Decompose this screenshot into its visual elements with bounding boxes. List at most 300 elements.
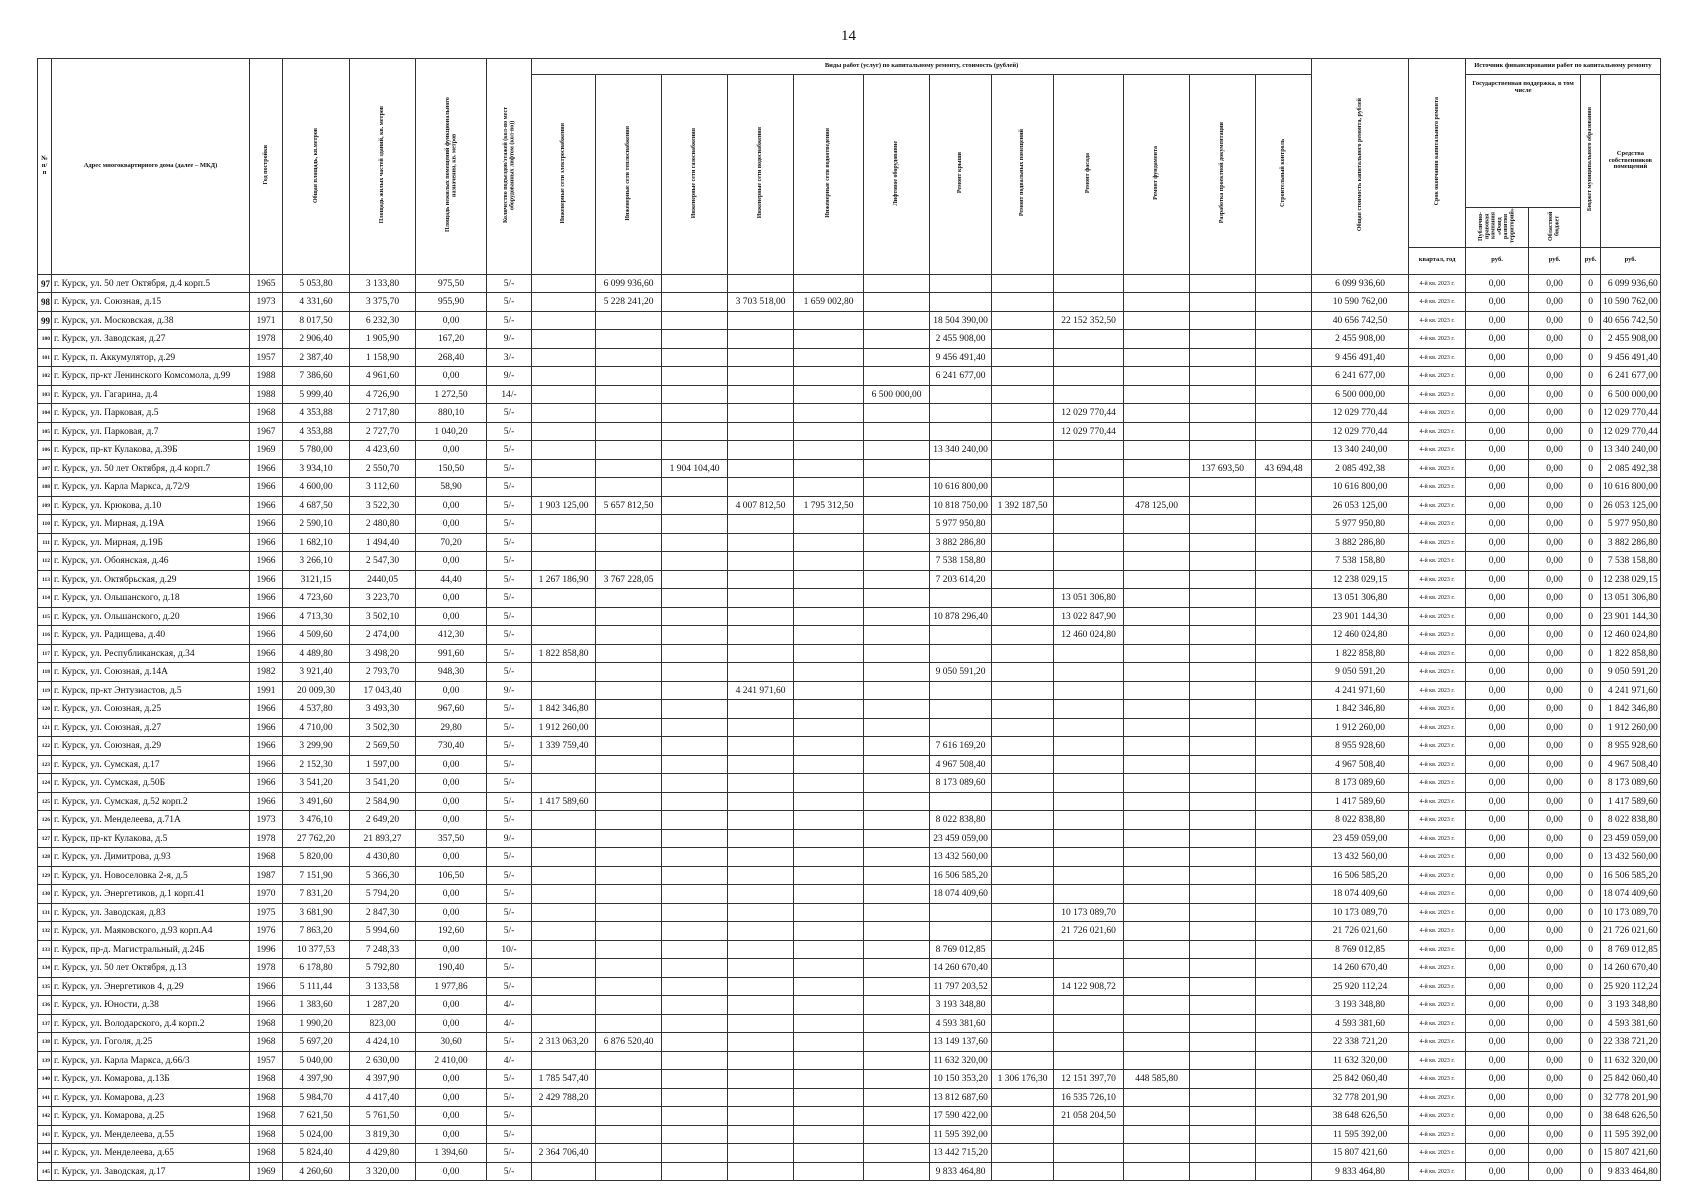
- work-cost-cell: [794, 922, 864, 941]
- work-cost-cell: [930, 385, 992, 404]
- area-total-cell: 5 053,80: [283, 274, 350, 293]
- work-cost-cell: [662, 626, 728, 645]
- total-cost-cell: 13 432 560,00: [1312, 848, 1409, 867]
- municipal-cell: 0: [1581, 1162, 1601, 1181]
- work-cost-cell: [532, 367, 596, 386]
- work-cost-cell: [1256, 626, 1312, 645]
- table-row: [38, 811, 1661, 830]
- area-total-cell: 3121,15: [283, 570, 350, 589]
- work-cost-cell: [1256, 737, 1312, 756]
- work-cost-cell: [1124, 977, 1190, 996]
- municipal-cell: 0: [1581, 977, 1601, 996]
- floors-cell: 5/-: [487, 311, 532, 330]
- work-cost-cell: 12 029 770,44: [1054, 404, 1124, 423]
- address-cell: г. Курск, ул. Маяковского, д.93 корп.А4: [52, 922, 250, 941]
- area-nonliving-cell: 955,90: [416, 293, 487, 312]
- work-cost-cell: [864, 330, 930, 349]
- municipal-cell: 0: [1581, 663, 1601, 682]
- regional-cell: 0,00: [1529, 367, 1581, 386]
- address-cell: г. Курск, ул. Союзная, д.27: [52, 718, 250, 737]
- work-cost-cell: [1256, 996, 1312, 1015]
- work-cost-cell: [864, 866, 930, 885]
- work-cost-cell: [728, 885, 794, 904]
- work-cost-cell: [794, 737, 864, 756]
- work-cost-cell: [1190, 496, 1256, 515]
- col-work-foundation-header: Ремонт фундамента: [1124, 75, 1190, 275]
- table-row: [38, 385, 1661, 404]
- deadline-cell: 4-й кв. 2023 г.: [1409, 700, 1466, 719]
- work-cost-cell: [532, 626, 596, 645]
- row-number: 126: [38, 811, 52, 830]
- regional-cell: 0,00: [1529, 404, 1581, 423]
- owners-cell: 14 260 670,40: [1601, 959, 1661, 978]
- deadline-cell: 4-й кв. 2023 г.: [1409, 737, 1466, 756]
- area-total-cell: 4 537,80: [283, 700, 350, 719]
- work-cost-cell: [662, 718, 728, 737]
- municipal-cell: 0: [1581, 1051, 1601, 1070]
- area-living-cell: 2 547,30: [350, 552, 416, 571]
- work-cost-cell: [794, 404, 864, 423]
- area-nonliving-cell: 190,40: [416, 959, 487, 978]
- col-regional-header: Областной бюджет: [1529, 208, 1581, 248]
- work-cost-cell: [992, 589, 1054, 608]
- work-cost-cell: [662, 774, 728, 793]
- address-cell: г. Курск, ул. Ольшанского, д.18: [52, 589, 250, 608]
- work-cost-cell: [864, 1088, 930, 1107]
- area-total-cell: 7 831,20: [283, 885, 350, 904]
- fund-cell: 0,00: [1466, 274, 1529, 293]
- work-cost-cell: [1124, 700, 1190, 719]
- work-cost-cell: [794, 866, 864, 885]
- fund-cell: 0,00: [1466, 1125, 1529, 1144]
- work-cost-cell: [1124, 626, 1190, 645]
- deadline-cell: 4-й кв. 2023 г.: [1409, 552, 1466, 571]
- floors-cell: 5/-: [487, 663, 532, 682]
- floors-cell: 5/-: [487, 885, 532, 904]
- work-cost-cell: [532, 274, 596, 293]
- work-cost-cell: [662, 866, 728, 885]
- deadline-cell: 4-й кв. 2023 г.: [1409, 774, 1466, 793]
- area-total-cell: 4 397,90: [283, 1070, 350, 1089]
- total-cost-cell: 2 085 492,38: [1312, 459, 1409, 478]
- municipal-cell: 0: [1581, 1125, 1601, 1144]
- work-cost-cell: 4 007 812,50: [728, 496, 794, 515]
- work-cost-cell: [1190, 1051, 1256, 1070]
- work-cost-cell: 6 099 936,60: [596, 274, 662, 293]
- year-cell: 1982: [250, 663, 283, 682]
- work-cost-cell: [1054, 718, 1124, 737]
- work-cost-cell: [1256, 367, 1312, 386]
- deadline-cell: 4-й кв. 2023 г.: [1409, 1125, 1466, 1144]
- address-cell: г. Курск, ул. Комарова, д.25: [52, 1107, 250, 1126]
- row-number: 100: [38, 330, 52, 349]
- work-cost-cell: [1124, 533, 1190, 552]
- municipal-cell: 0: [1581, 459, 1601, 478]
- year-cell: 1973: [250, 293, 283, 312]
- work-cost-cell: 1 659 002,80: [794, 293, 864, 312]
- work-cost-cell: [864, 996, 930, 1015]
- area-total-cell: 3 266,10: [283, 552, 350, 571]
- area-living-cell: 6 232,30: [350, 311, 416, 330]
- row-number: 111: [38, 533, 52, 552]
- address-cell: г. Курск, ул. 50 лет Октября, д.4 корп.5: [52, 274, 250, 293]
- work-cost-cell: 9 456 491,40: [930, 348, 992, 367]
- address-cell: г. Курск, п. Аккумулятор, д.29: [52, 348, 250, 367]
- work-cost-cell: [1054, 811, 1124, 830]
- year-cell: 1991: [250, 681, 283, 700]
- area-living-cell: 3 320,00: [350, 1162, 416, 1181]
- work-cost-cell: [930, 922, 992, 941]
- fund-cell: 0,00: [1466, 848, 1529, 867]
- fund-cell: 0,00: [1466, 737, 1529, 756]
- owners-cell: 1 842 346,80: [1601, 700, 1661, 719]
- floors-cell: 4/-: [487, 996, 532, 1015]
- work-cost-cell: [662, 940, 728, 959]
- deadline-cell: 4-й кв. 2023 г.: [1409, 385, 1466, 404]
- area-living-cell: 1 494,40: [350, 533, 416, 552]
- year-cell: 1970: [250, 885, 283, 904]
- work-cost-cell: [662, 977, 728, 996]
- col-address-header: Адрес многоквартирного дома (далее – МКД): [52, 59, 250, 275]
- work-cost-cell: [662, 293, 728, 312]
- table-row: [38, 1014, 1661, 1033]
- row-number: 129: [38, 866, 52, 885]
- work-cost-cell: [532, 552, 596, 571]
- work-cost-cell: [930, 903, 992, 922]
- work-cost-cell: [864, 700, 930, 719]
- work-cost-cell: [992, 441, 1054, 460]
- work-cost-cell: [1256, 1162, 1312, 1181]
- deadline-cell: 4-й кв. 2023 г.: [1409, 718, 1466, 737]
- work-cost-cell: [864, 422, 930, 441]
- address-cell: г. Курск, пр-д. Магистральный, д.24Б: [52, 940, 250, 959]
- work-cost-cell: [992, 552, 1054, 571]
- work-cost-cell: 137 693,50: [1190, 459, 1256, 478]
- table-row: [38, 478, 1661, 497]
- area-nonliving-cell: 0,00: [416, 996, 487, 1015]
- work-cost-cell: [1124, 848, 1190, 867]
- table-row: [38, 311, 1661, 330]
- total-cost-cell: 16 506 585,20: [1312, 866, 1409, 885]
- year-cell: 1968: [250, 848, 283, 867]
- work-cost-cell: [864, 792, 930, 811]
- work-cost-cell: [1256, 441, 1312, 460]
- area-nonliving-cell: 150,50: [416, 459, 487, 478]
- table-row: [38, 1107, 1661, 1126]
- capital-repair-table: [37, 58, 1661, 1181]
- deadline-cell: 4-й кв. 2023 г.: [1409, 922, 1466, 941]
- year-cell: 1966: [250, 737, 283, 756]
- fund-cell: 0,00: [1466, 681, 1529, 700]
- work-cost-cell: [1256, 330, 1312, 349]
- year-cell: 1966: [250, 459, 283, 478]
- work-cost-cell: [1054, 700, 1124, 719]
- area-living-cell: 5 794,20: [350, 885, 416, 904]
- area-nonliving-cell: 0,00: [416, 552, 487, 571]
- work-cost-cell: [1190, 700, 1256, 719]
- work-cost-cell: 1 306 176,30: [992, 1070, 1054, 1089]
- deadline-cell: 4-й кв. 2023 г.: [1409, 1088, 1466, 1107]
- owners-cell: 9 050 591,20: [1601, 663, 1661, 682]
- work-cost-cell: 7 203 614,20: [930, 570, 992, 589]
- fund-cell: 0,00: [1466, 589, 1529, 608]
- work-cost-cell: 13 432 560,00: [930, 848, 992, 867]
- work-cost-cell: [1054, 866, 1124, 885]
- area-nonliving-cell: 357,50: [416, 829, 487, 848]
- work-cost-cell: [728, 330, 794, 349]
- work-cost-cell: 5 228 241,20: [596, 293, 662, 312]
- work-cost-cell: 5 657 812,50: [596, 496, 662, 515]
- area-nonliving-cell: 0,00: [416, 607, 487, 626]
- owners-cell: 10 616 800,00: [1601, 478, 1661, 497]
- work-cost-cell: [728, 459, 794, 478]
- address-cell: г. Курск, ул. Гагарина, д.4: [52, 385, 250, 404]
- work-cost-cell: [864, 348, 930, 367]
- floors-cell: 5/-: [487, 533, 532, 552]
- area-living-cell: 3 522,30: [350, 496, 416, 515]
- area-nonliving-cell: 1 040,20: [416, 422, 487, 441]
- area-total-cell: 4 353,88: [283, 422, 350, 441]
- col-work-supervision-header: Строительный контроль: [1256, 75, 1312, 275]
- owners-cell: 15 807 421,60: [1601, 1144, 1661, 1163]
- address-cell: г. Курск, ул. Менделеева, д.71А: [52, 811, 250, 830]
- fund-cell: 0,00: [1466, 1107, 1529, 1126]
- work-cost-cell: 1 842 346,80: [532, 700, 596, 719]
- area-nonliving-cell: 0,00: [416, 496, 487, 515]
- municipal-cell: 0: [1581, 1014, 1601, 1033]
- work-cost-cell: [794, 348, 864, 367]
- work-cost-cell: 6 500 000,00: [864, 385, 930, 404]
- year-cell: 1978: [250, 959, 283, 978]
- owners-cell: 16 506 585,20: [1601, 866, 1661, 885]
- year-cell: 1969: [250, 441, 283, 460]
- table-row: [38, 589, 1661, 608]
- floors-cell: 5/-: [487, 626, 532, 645]
- work-cost-cell: 3 193 348,80: [930, 996, 992, 1015]
- area-total-cell: 1 990,20: [283, 1014, 350, 1033]
- col-work-facade-header: Ремонт фасада: [1054, 75, 1124, 275]
- work-cost-cell: 7 538 158,80: [930, 552, 992, 571]
- col-work-water-header: Инженерные сети водоснабжения: [728, 75, 794, 275]
- area-nonliving-cell: 70,20: [416, 533, 487, 552]
- work-cost-cell: [728, 644, 794, 663]
- regional-cell: 0,00: [1529, 1014, 1581, 1033]
- fund-cell: 0,00: [1466, 774, 1529, 793]
- row-number: 110: [38, 515, 52, 534]
- row-number: 105: [38, 422, 52, 441]
- work-cost-cell: [532, 607, 596, 626]
- area-total-cell: 6 178,80: [283, 959, 350, 978]
- year-cell: 1971: [250, 311, 283, 330]
- area-nonliving-cell: 991,60: [416, 644, 487, 663]
- work-cost-cell: 23 459 059,00: [930, 829, 992, 848]
- work-cost-cell: [596, 866, 662, 885]
- deadline-cell: 4-й кв. 2023 г.: [1409, 441, 1466, 460]
- work-cost-cell: 1 339 759,40: [532, 737, 596, 756]
- work-cost-cell: [728, 737, 794, 756]
- work-cost-cell: [794, 977, 864, 996]
- table-row: [38, 718, 1661, 737]
- work-cost-cell: 448 585,80: [1124, 1070, 1190, 1089]
- work-cost-cell: [532, 903, 596, 922]
- work-cost-cell: [1124, 1162, 1190, 1181]
- year-cell: 1975: [250, 903, 283, 922]
- col-work-design-header: Разработка проектной документации: [1190, 75, 1256, 275]
- work-cost-cell: [596, 718, 662, 737]
- owners-cell: 11 595 392,00: [1601, 1125, 1661, 1144]
- work-cost-cell: [1256, 404, 1312, 423]
- total-cost-cell: 25 842 060,40: [1312, 1070, 1409, 1089]
- work-cost-cell: [1190, 533, 1256, 552]
- area-living-cell: 823,00: [350, 1014, 416, 1033]
- area-living-cell: 1 287,20: [350, 996, 416, 1015]
- regional-cell: 0,00: [1529, 866, 1581, 885]
- fund-cell: 0,00: [1466, 1070, 1529, 1089]
- area-living-cell: 17 043,40: [350, 681, 416, 700]
- address-cell: г. Курск, ул. Союзная, д.29: [52, 737, 250, 756]
- table-row: [38, 348, 1661, 367]
- work-cost-cell: [1190, 478, 1256, 497]
- col-fund-header: Публично-правовая компания «Фонд развития территорий»: [1466, 208, 1529, 248]
- address-cell: г. Курск, ул. Парковая, д.7: [52, 422, 250, 441]
- work-cost-cell: [596, 848, 662, 867]
- owners-cell: 8 769 012,85: [1601, 940, 1661, 959]
- work-cost-cell: [728, 700, 794, 719]
- owners-cell: 23 901 144,30: [1601, 607, 1661, 626]
- row-number: 106: [38, 441, 52, 460]
- row-number: 113: [38, 570, 52, 589]
- work-cost-cell: [992, 478, 1054, 497]
- area-total-cell: 10 377,53: [283, 940, 350, 959]
- work-cost-cell: [728, 922, 794, 941]
- area-living-cell: 4 430,80: [350, 848, 416, 867]
- regional-cell: 0,00: [1529, 829, 1581, 848]
- work-cost-cell: 1 912 260,00: [532, 718, 596, 737]
- work-cost-cell: [532, 348, 596, 367]
- work-cost-cell: [532, 589, 596, 608]
- work-cost-cell: [1256, 718, 1312, 737]
- owners-cell: 8 173 089,60: [1601, 774, 1661, 793]
- work-cost-cell: [1124, 755, 1190, 774]
- area-living-cell: 3 223,70: [350, 589, 416, 608]
- work-cost-cell: [794, 718, 864, 737]
- work-cost-cell: [1054, 681, 1124, 700]
- row-number: 118: [38, 663, 52, 682]
- work-cost-cell: [1054, 570, 1124, 589]
- work-cost-cell: [1190, 848, 1256, 867]
- work-cost-cell: [532, 293, 596, 312]
- total-cost-cell: 8 022 838,80: [1312, 811, 1409, 830]
- area-living-cell: 3 375,70: [350, 293, 416, 312]
- work-cost-cell: [1190, 959, 1256, 978]
- deadline-cell: 4-й кв. 2023 г.: [1409, 1162, 1466, 1181]
- deadline-cell: 4-й кв. 2023 г.: [1409, 792, 1466, 811]
- work-cost-cell: [1190, 866, 1256, 885]
- work-cost-cell: 16 535 726,10: [1054, 1088, 1124, 1107]
- total-cost-cell: 1 842 346,80: [1312, 700, 1409, 719]
- work-cost-cell: [992, 922, 1054, 941]
- fund-cell: 0,00: [1466, 663, 1529, 682]
- area-total-cell: 4 353,88: [283, 404, 350, 423]
- work-cost-cell: [930, 274, 992, 293]
- work-cost-cell: [864, 1107, 930, 1126]
- row-number: 117: [38, 644, 52, 663]
- work-cost-cell: [728, 589, 794, 608]
- work-cost-cell: [930, 626, 992, 645]
- work-cost-cell: 12 151 397,70: [1054, 1070, 1124, 1089]
- fund-cell: 0,00: [1466, 404, 1529, 423]
- address-cell: г. Курск, ул. 50 лет Октября, д.13: [52, 959, 250, 978]
- year-cell: 1968: [250, 1107, 283, 1126]
- work-cost-cell: [864, 663, 930, 682]
- deadline-cell: 4-й кв. 2023 г.: [1409, 811, 1466, 830]
- area-total-cell: 5 999,40: [283, 385, 350, 404]
- area-nonliving-cell: 0,00: [416, 940, 487, 959]
- work-cost-cell: [728, 829, 794, 848]
- work-cost-cell: [794, 552, 864, 571]
- owners-cell: 13 432 560,00: [1601, 848, 1661, 867]
- work-cost-cell: [532, 385, 596, 404]
- floors-cell: 5/-: [487, 977, 532, 996]
- row-number: 115: [38, 607, 52, 626]
- work-cost-cell: [1124, 515, 1190, 534]
- floors-cell: 5/-: [487, 441, 532, 460]
- deadline-cell: 4-й кв. 2023 г.: [1409, 348, 1466, 367]
- work-cost-cell: [662, 1051, 728, 1070]
- owners-cell: 25 920 112,24: [1601, 977, 1661, 996]
- work-cost-cell: [992, 348, 1054, 367]
- work-cost-cell: [864, 589, 930, 608]
- work-cost-cell: [992, 515, 1054, 534]
- work-cost-cell: [1190, 552, 1256, 571]
- regional-cell: 0,00: [1529, 515, 1581, 534]
- regional-cell: 0,00: [1529, 626, 1581, 645]
- owners-cell: 6 099 936,60: [1601, 274, 1661, 293]
- work-cost-cell: [992, 977, 1054, 996]
- row-number: 97: [38, 274, 52, 293]
- municipal-cell: 0: [1581, 274, 1601, 293]
- work-cost-cell: [1256, 274, 1312, 293]
- floors-cell: 5/-: [487, 570, 532, 589]
- work-cost-cell: [864, 478, 930, 497]
- work-cost-cell: [794, 1162, 864, 1181]
- col-work-gas-header: Инженерные сети газоснабжения: [662, 75, 728, 275]
- deadline-cell: 4-й кв. 2023 г.: [1409, 663, 1466, 682]
- work-cost-cell: [794, 422, 864, 441]
- deadline-cell: 4-й кв. 2023 г.: [1409, 1033, 1466, 1052]
- work-cost-cell: [930, 792, 992, 811]
- work-cost-cell: [662, 533, 728, 552]
- total-cost-cell: 6 500 000,00: [1312, 385, 1409, 404]
- work-cost-cell: [1256, 1088, 1312, 1107]
- work-cost-cell: [1124, 607, 1190, 626]
- fund-cell: 0,00: [1466, 700, 1529, 719]
- total-cost-cell: 12 029 770,44: [1312, 422, 1409, 441]
- year-cell: 1966: [250, 570, 283, 589]
- work-cost-cell: [662, 903, 728, 922]
- regional-cell: 0,00: [1529, 607, 1581, 626]
- area-nonliving-cell: 44,40: [416, 570, 487, 589]
- area-total-cell: 5 111,44: [283, 977, 350, 996]
- work-cost-cell: [662, 1162, 728, 1181]
- work-cost-cell: [992, 1107, 1054, 1126]
- deadline-cell: 4-й кв. 2023 г.: [1409, 977, 1466, 996]
- owners-cell: 38 648 626,50: [1601, 1107, 1661, 1126]
- work-cost-cell: [1190, 1033, 1256, 1052]
- owners-cell: 12 460 024,80: [1601, 626, 1661, 645]
- year-cell: 1966: [250, 478, 283, 497]
- total-cost-cell: 4 593 381,60: [1312, 1014, 1409, 1033]
